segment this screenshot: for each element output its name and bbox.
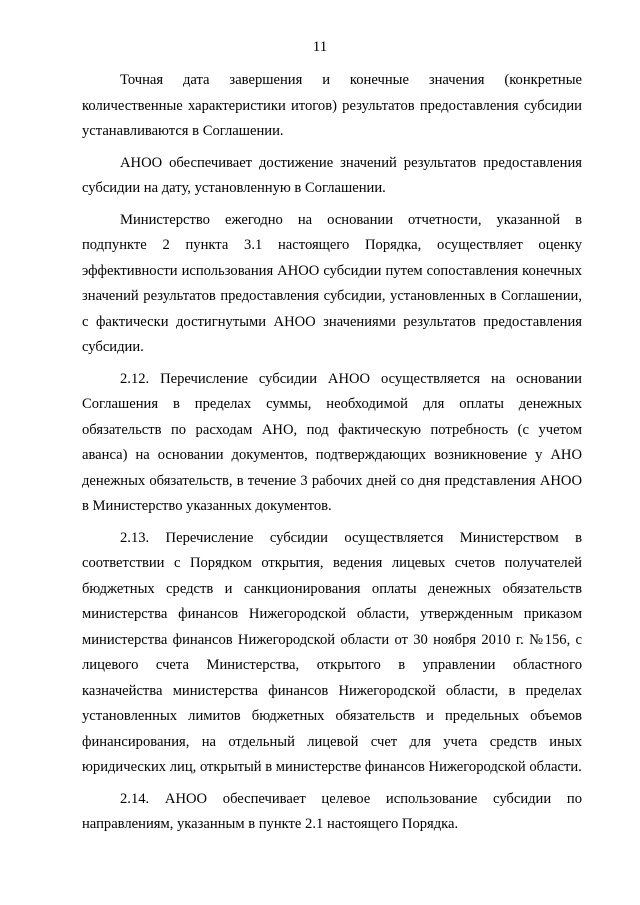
document-body bbox=[82, 68, 582, 838]
paragraph-results-deadline: Точная дата завершения и конечные значения (конкретные количественные характеристики итогов) результатов предоставления субсидии устанавливаются в Соглашении. bbox=[82, 72, 582, 139]
paragraph-2-13: 2.13. Перечисление субсидии осуществляется Министерством в соответствии с Порядком открытия, ведения лицевых счетов получателей бюджетных средств и санкционирования оплаты денежных обязательств министерства финансов Нижегородской области, утвержденным приказом министерства финансов Нижегородской области от 30 ноября 2010 г. №156, с лицевого счета Министерства, открытого в управлении областного казначейства министерства финансов Нижегородской области, в пределах установленных лимитов бюджетных обязательств и предельных объемов финансирования, на отдельный лицевой счет для учета средств иных юридических лиц, открытый в министерстве финансов Нижегородской области. bbox=[82, 529, 582, 775]
paragraph-ministry-evaluation: Министерство ежегодно на основании отчетности, указанной в подпункте 2 пункта 3.1 настоящего Порядка, осуществляет оценку эффективности использования АНОО субсидии путем сопоставления конечных значений результатов предоставления субсидии, установленных в Соглашении, с фактически достигнутыми АНОО значениями результатов предоставления субсидии. bbox=[82, 211, 582, 355]
paragraph-2-12: 2.12. Перечисление субсидии АНОО осуществляется на основании Соглашения в пределах суммы, необходимой для оплаты денежных обязательств по расходам АНО, под фактическую потребность (с учетом аванса) на основании документов, подтверждающих возникновение у АНО денежных обязательств, в течение 3 рабочих дней со дня представления АНОО в Министерство указанных документов. bbox=[82, 370, 582, 514]
paragraph-anoo-achievement: АНОО обеспечивает достижение значений результатов предоставления субсидии на дату, установленную в Соглашении. bbox=[82, 154, 582, 196]
paragraph-2-14: 2.14. АНОО обеспечивает целевое использование субсидии по направлениям, указанным в пункте 2.1 настоящего Порядка. bbox=[82, 790, 582, 832]
page-number: 11 bbox=[312, 39, 328, 55]
